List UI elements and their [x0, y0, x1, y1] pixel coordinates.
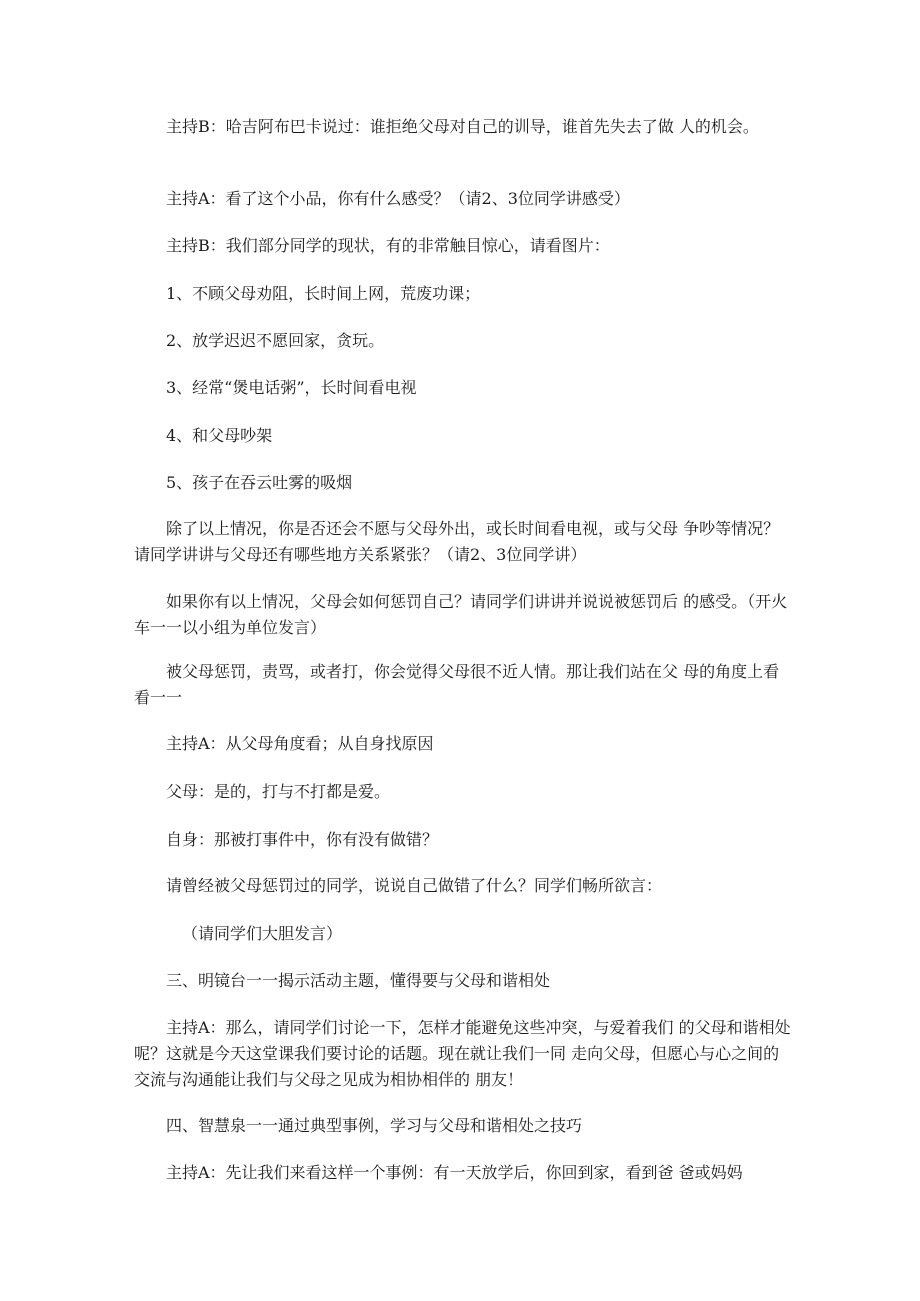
section-heading-four: 四、智慧泉一一通过典型事例，学习与父母和谐相处之技巧	[166, 1116, 583, 1135]
paragraph-parents-view: 被父母惩罚，责骂，或者打，你会觉得父母很不近人情。那让我们站在父 母的角度上看看一一	[134, 662, 780, 707]
paragraph-speak-freely: （请同学们大胆发言）	[182, 924, 343, 943]
list-item-4: 4、和父母吵架	[166, 426, 273, 445]
paragraph-host-a-example: 主持A：先让我们来看这样一个事例：有一天放学后，你回到家，看到爸 爸或妈妈	[166, 1163, 743, 1182]
paragraph-host-a-reasons: 主持A：从父母角度看；从自身找原因	[166, 734, 434, 753]
list-item-1: 1、不顾父母劝阻，长时间上网，荒废功课；	[166, 284, 481, 303]
list-item-3: 3、经常“煲电话粥”，长时间看电视	[166, 378, 417, 397]
paragraph-self-reflection: 自身：那被打事件中，你有没有做错？	[166, 830, 439, 849]
section-heading-three: 三、明镜台一一揭示活动主题，懂得要与父母和谐相处	[166, 971, 551, 990]
paragraph-invite-speak: 请曾经被父母惩罚过的同学，说说自己做错了什么？同学们畅所欲言：	[166, 876, 663, 895]
paragraph-host-b-status: 主持B：我们部分同学的现状，有的非常触目惊心，请看图片：	[166, 236, 610, 255]
paragraph-host-a-discuss: 主持A：那么，请同学们讨论一下，怎样才能避免这些冲突，与爱着我们 的父母和谐相处呢？这就是今天这堂课我们要讨论的话题。现在就让我们一同 走向父母，但愿心与心之间的交流与沟通能让我们与父母之见成为相协相伴的 朋友！	[134, 1018, 791, 1089]
paragraph-punishment: 如果你有以上情况，父母会如何惩罚自己？请同学们讲讲并说说被惩罚后 的感受。（开火车一一以小组为单位发言）	[134, 592, 788, 637]
paragraph-other-situations: 除了以上情况，你是否还会不愿与父母外出，或长时间看电视，或与父母 争吵等情况？请同学讲讲与父母还有哪些地方关系紧张？（请2、3位同学讲）	[134, 519, 780, 564]
paragraph-parents-love: 父母：是的，打与不打都是爱。	[166, 782, 391, 801]
list-item-5: 5、孩子在吞云吐雾的吸烟	[166, 473, 353, 492]
paragraph-host-b-quote: 主持B：哈吉阿布巴卡说过：谁拒绝父母对自己的训导，谁首先失去了做 人的机会。	[166, 117, 759, 136]
paragraph-host-a-question: 主持A：看了这个小品，你有什么感受？（请2、3位同学讲感受）	[166, 189, 630, 208]
list-item-2: 2、放学迟迟不愿回家，贪玩。	[166, 331, 385, 350]
